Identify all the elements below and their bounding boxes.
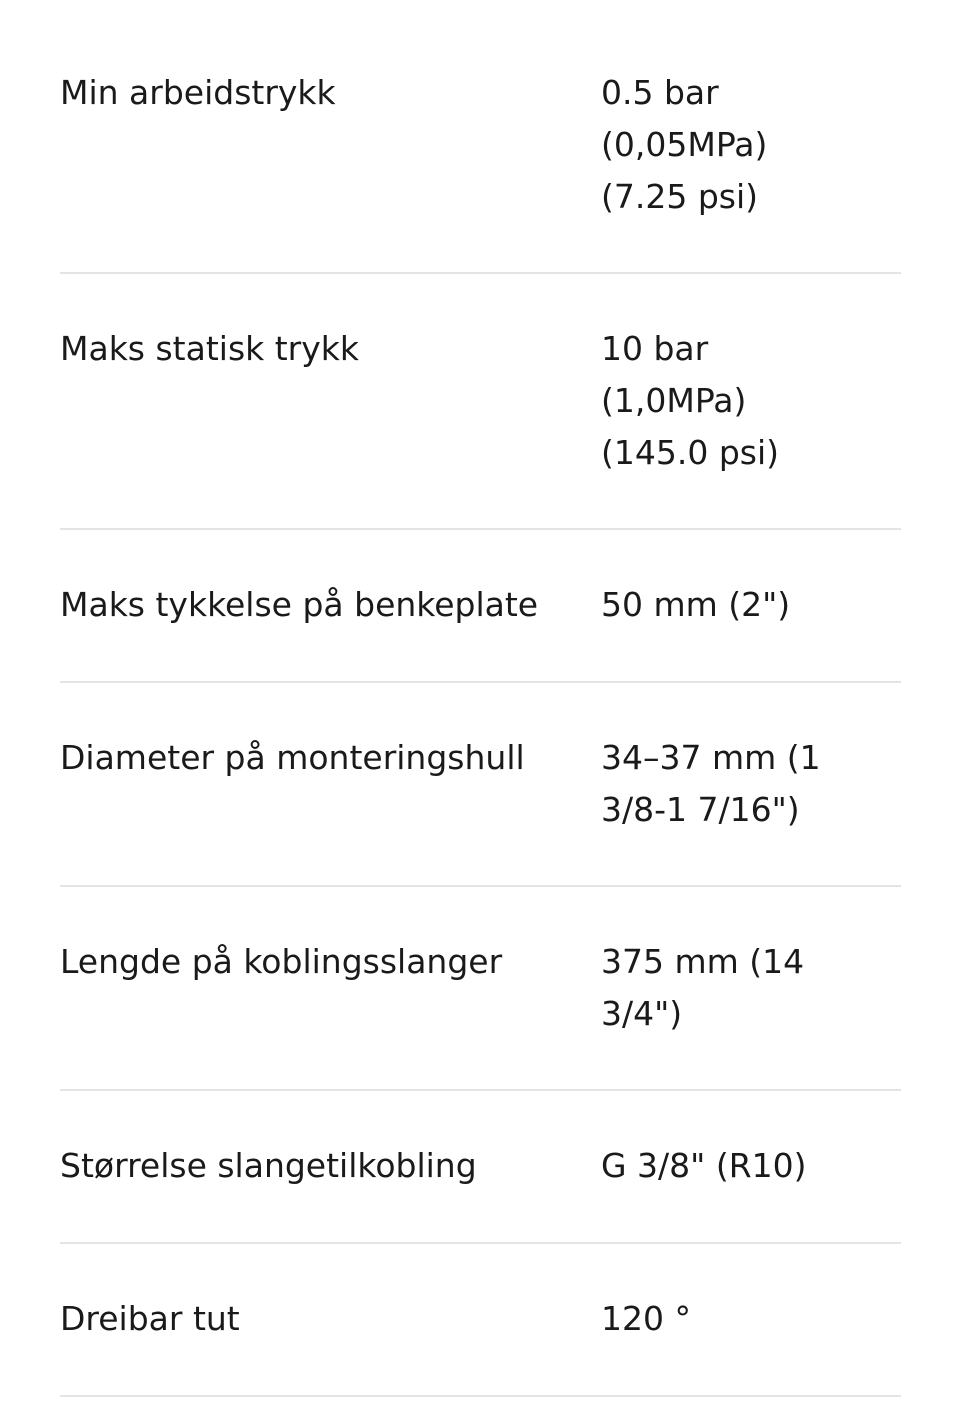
spec-row-swivel-spout <box>60 1244 901 1397</box>
spec-value-line: 120 ° <box>601 1299 691 1338</box>
spec-label: Lengde på koblingsslanger <box>60 942 503 981</box>
spec-value-line: (0,05MPa) <box>601 125 768 164</box>
spec-value-line: 3/8-1 7/16") <box>601 790 800 829</box>
spec-value-line: 10 bar <box>601 329 709 368</box>
spec-row-max-worktop-thickness <box>60 530 901 683</box>
spec-value-line: (7.25 psi) <box>601 177 759 216</box>
spec-label: Størrelse slangetilkobling <box>60 1146 477 1185</box>
spec-value <box>601 1140 861 1192</box>
spec-label: Maks tykkelse på benkeplate <box>60 585 539 624</box>
spec-value <box>601 579 861 631</box>
spec-value-line: (145.0 psi) <box>601 433 780 472</box>
spec-value-line: 0.5 bar <box>601 73 719 112</box>
spec-label: Dreibar tut <box>60 1299 240 1338</box>
spec-value-line: 3/4") <box>601 994 683 1033</box>
spec-label: Min arbeidstrykk <box>60 73 336 112</box>
spec-value <box>601 936 861 1040</box>
spec-row-mounting-hole-diameter <box>60 683 901 887</box>
spec-label: Maks statisk trykk <box>60 329 359 368</box>
spec-value-line: 34–37 mm (1 <box>601 738 821 777</box>
spec-label: Diameter på monteringshull <box>60 738 525 777</box>
spec-value <box>601 732 861 836</box>
spec-row-hose-length <box>60 887 901 1091</box>
spec-value <box>601 1293 861 1345</box>
spec-value <box>601 323 861 479</box>
spec-row-min-working-pressure <box>60 0 901 274</box>
spec-value-line: G 3/8" (R10) <box>601 1146 807 1185</box>
spec-value-line: 375 mm (14 <box>601 942 805 981</box>
spec-value-line: (1,0MPa) <box>601 381 747 420</box>
spec-value-line: 50 mm (2") <box>601 585 791 624</box>
spec-row-hose-connection-size <box>60 1091 901 1244</box>
spec-row-max-static-pressure <box>60 274 901 530</box>
spec-value <box>601 67 861 223</box>
